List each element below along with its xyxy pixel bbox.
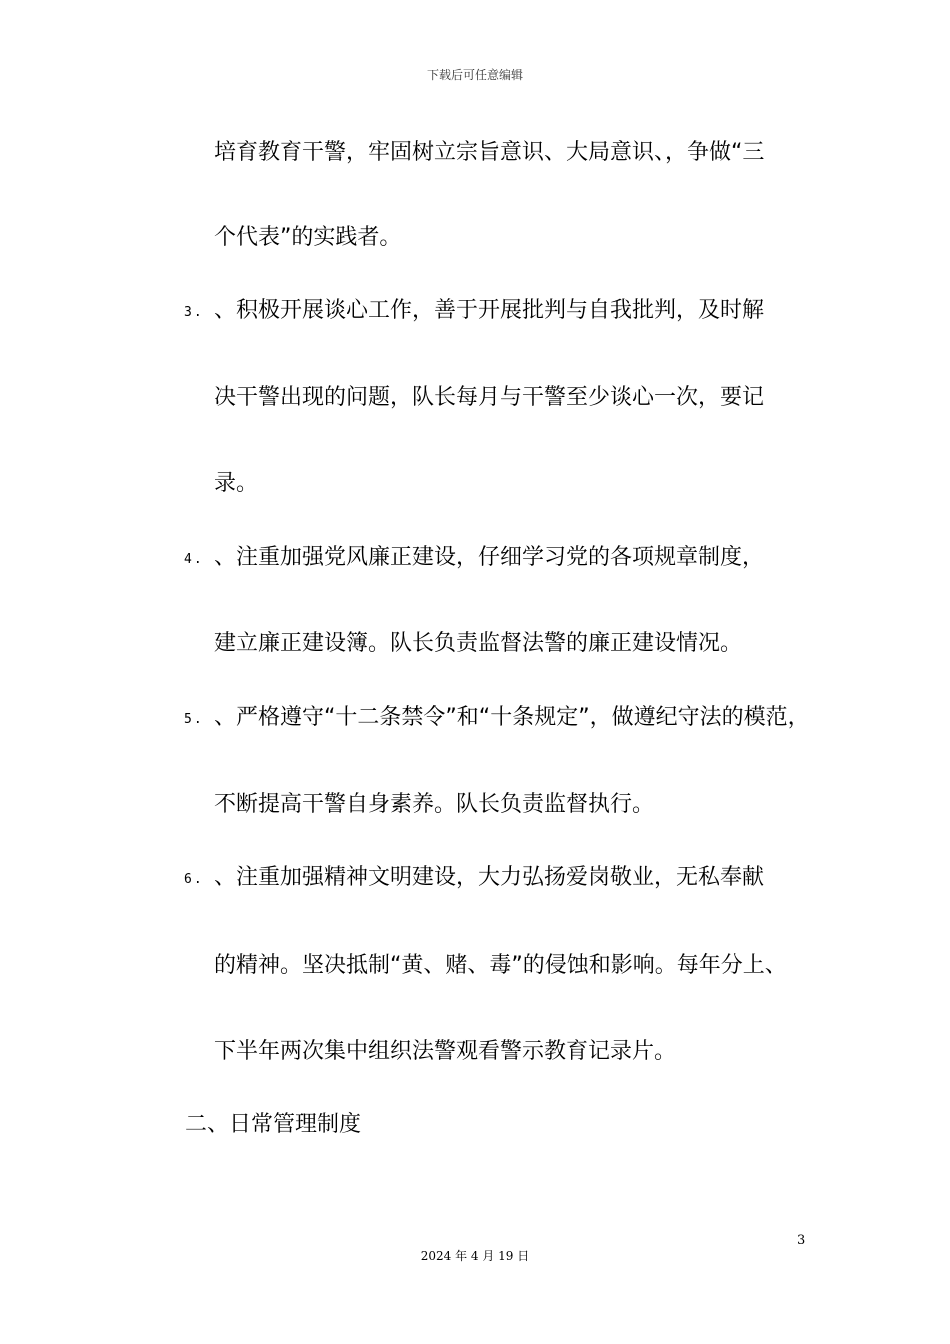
list-number-4: 4. xyxy=(184,552,204,567)
body-line-10: 、注重加强精神文明建设，大力弘扬爱岗敬业，无私奉献 xyxy=(214,865,765,890)
body-line-12: 下半年两次集中组织法警观看警示教育记录片。 xyxy=(214,1039,677,1064)
body-line-1: 培育教育干警，牢固树立宗旨意识、大局意识、，争做“三 xyxy=(214,140,765,165)
page-number: 3 xyxy=(797,1233,806,1248)
body-line-11: 的精神。坚决抵制“黄、赌、毒”的侵蚀和影响。每年分上、 xyxy=(214,953,787,978)
body-line-8: 、严格遵守“十二条禁令”和“十条规定”，做遵纪守法的模范， xyxy=(214,705,810,730)
body-line-5: 录。 xyxy=(214,471,259,496)
footer-date: 2024 年 4 月 19 日 xyxy=(420,1249,530,1263)
page-header: 下载后可任意编辑 xyxy=(426,68,523,82)
list-number-3: 3. xyxy=(184,305,204,320)
body-line-9: 不断提高干警自身素养。队长负责监督执行。 xyxy=(214,792,655,817)
body-line-6: 、注重加强党风廉正建设，仔细学习党的各项规章制度， xyxy=(214,545,765,570)
body-line-2: 个代表”的实践者。 xyxy=(214,225,402,250)
body-line-3: 、积极开展谈心工作，善于开展批判与自我批判，及时解 xyxy=(214,298,765,323)
section-heading: 二、日常管理制度 xyxy=(185,1112,362,1137)
body-line-7: 建立廉正建设簿。队长负责监督法警的廉正建设情况。 xyxy=(214,631,743,656)
list-number-6: 6. xyxy=(184,872,204,887)
body-line-4: 决干警出现的问题，队长每月与干警至少谈心一次，要记 xyxy=(214,385,765,410)
list-number-5: 5. xyxy=(184,712,204,727)
